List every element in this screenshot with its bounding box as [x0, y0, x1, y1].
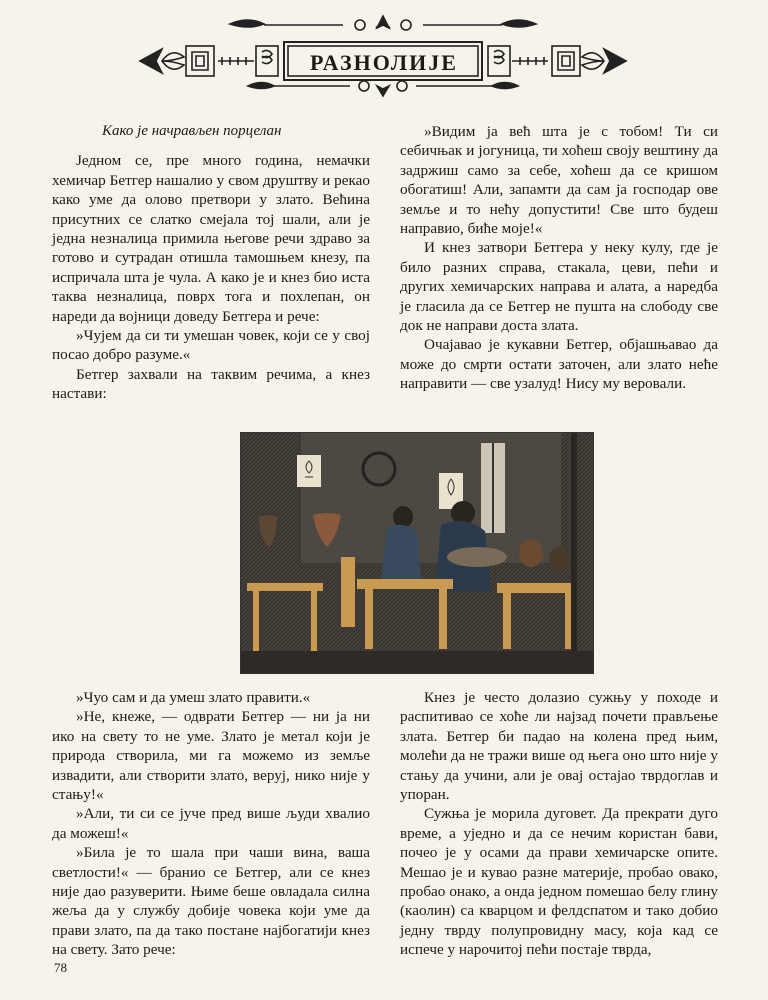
paragraph: И кнез затвори Бетгера у неку кулу, где је било разних справа, стакала, цеви, пећи и других хемичарских направа и алата, а наредба је гласила да се Бетгер не пушта на слободу све док не направи доста злата.	[400, 239, 718, 335]
paragraph: Сужња је морила дуговет. Да прекрати дуго време, а уједно и да се нечим користан бави, почео је у осами да прави хемичарске опите. Мешао је и кувао разне материје, пробао овако, пробао онако, а онда једном помешао белу глину (каолин) са кварцом и фелдспатом и тако добио једну тврду полупровидну масу, која кад се испече у нарочитој пећи постаје тврда,	[400, 805, 718, 959]
column-bottom-right	[400, 688, 718, 960]
column-top-left	[52, 122, 370, 404]
paragraph: »Видим ја већ шта је с тобом! Ти си себичњак и јогуница, ти хоћеш своју вештину да задржиш само за себе, хоћеш да се кришом обогатиш! Али, запамти да сам ја господар ове земље и то нећу допустити! Све што будеш направио, биће моје!«	[400, 123, 718, 238]
page-number: 78	[54, 960, 67, 975]
paragraph: »Чујем да си ти умешан човек, који се у свој посао добро разуме.«	[52, 327, 370, 364]
paragraph: Очајавао је кукавни Бетгер, објашњавао да може до смрти остати заточен, али злато неће направити — све узалуд! Нису му веровали.	[400, 336, 718, 393]
paragraph: »Али, ти си се јуче пред више људи хвалио да можеш!«	[52, 805, 370, 842]
column-bottom-left	[52, 688, 370, 960]
column-top-right	[400, 122, 718, 394]
section-title: РАЗНОЛИЈЕ	[310, 50, 458, 75]
paragraph: Бетгер захвали на таквим речима, а кнез настави:	[52, 365, 370, 403]
section-header	[138, 12, 628, 100]
paragraph: »Чуо сам и да умеш злато правити.«	[76, 689, 311, 706]
paragraph: Кнез је често долазио сужњу у походе и распитивао се хоће ли најзад почети прављење злата. Бетгер би падао на колена пред њим, молећи да не тражи више од њега оно што није у стању да учини, али је овај остајао тврдоглав и упоран.	[400, 689, 718, 804]
paragraph: »Не, кнеже, — одврати Бетгер — ни ја ни ико на свету то не уме. Злато је метал који је природа створила, ми га можемо из земље извадити, али створити злато, веруј, нико није у стању!«	[52, 708, 370, 804]
article-subtitle: Како је начрављен порцелан	[102, 123, 282, 139]
paragraph: Једном се, пре много година, немачки хемичар Бетгер нашалио у свом друштву и рекао како уме да олово претвори у злато. Већина присутних се слатко смејала тој шали, али је једна незналица примила његове речи здраво за готово и сутрадан отишла тамошњем кнезу, па испричала шта је чула. А како је и кнез био иста таква незналица, поврх тога и похлепан, он нареди да војници доведу Бетгера и рече:	[52, 152, 370, 325]
workshop-illustration	[240, 432, 594, 674]
paragraph: »Била је то шала при чаши вина, ваша светлости!« — бранио се Бетгер, али се кнез није дао разуверити. Њиме беше овладала силна жеља да у службу добије човека који уме да прави злато, па да тако постане најбогатији кнез на свету. Зато рече:	[52, 844, 370, 959]
